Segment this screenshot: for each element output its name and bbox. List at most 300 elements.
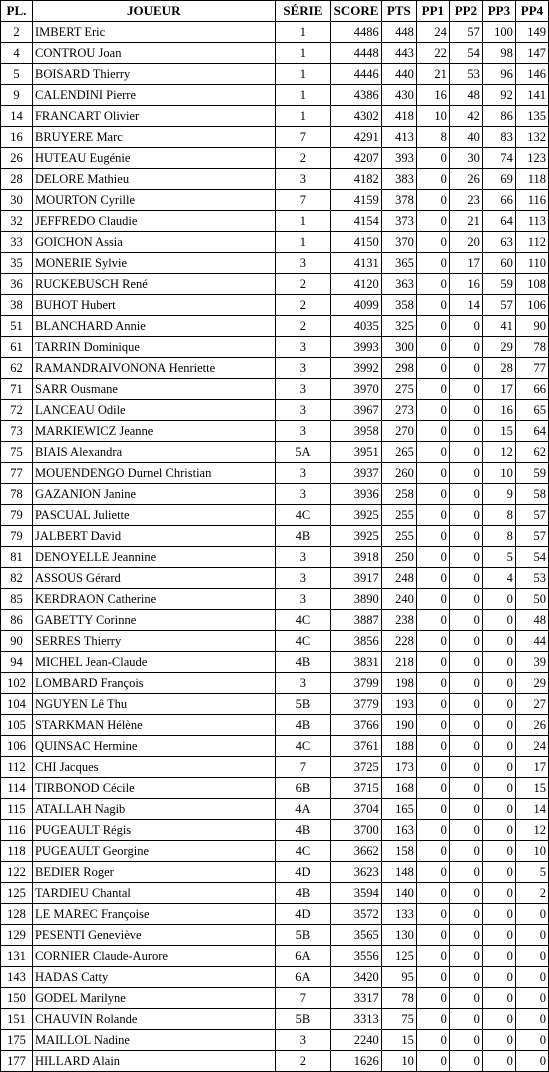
table-row — [1, 1009, 549, 1030]
cell-score: 3925 — [331, 526, 382, 547]
cell-pp2: 0 — [449, 484, 482, 505]
table-row — [1, 610, 549, 631]
cell-pp2: 0 — [449, 547, 482, 568]
cell-pp1: 24 — [416, 22, 449, 43]
cell-pp1: 0 — [416, 862, 449, 883]
cell-pp4: 149 — [515, 22, 548, 43]
cell-score: 4150 — [331, 232, 382, 253]
cell-serie: 5B — [275, 925, 331, 946]
cell-rank: 61 — [1, 337, 33, 358]
cell-pp2: 0 — [449, 694, 482, 715]
cell-pp3: 12 — [482, 442, 515, 463]
cell-pp2: 0 — [449, 652, 482, 673]
cell-pp4: 123 — [515, 148, 548, 169]
cell-pp3: 69 — [482, 169, 515, 190]
cell-pp3: 59 — [482, 274, 515, 295]
cell-rank: 33 — [1, 232, 33, 253]
cell-pp3: 0 — [482, 778, 515, 799]
cell-pp2: 0 — [449, 820, 482, 841]
cell-player: HILLARD Alain — [32, 1051, 275, 1072]
cell-rank: 106 — [1, 736, 33, 757]
cell-pp4: 26 — [515, 715, 548, 736]
cell-player: PUGEAULT Régis — [32, 820, 275, 841]
cell-pts: 440 — [381, 64, 416, 85]
cell-pts: 443 — [381, 43, 416, 64]
cell-pp1: 0 — [416, 988, 449, 1009]
table-row — [1, 379, 549, 400]
cell-rank: 150 — [1, 988, 33, 1009]
cell-pts: 165 — [381, 799, 416, 820]
cell-score: 3779 — [331, 694, 382, 715]
cell-pts: 260 — [381, 463, 416, 484]
cell-score: 3623 — [331, 862, 382, 883]
cell-serie: 5B — [275, 694, 331, 715]
cell-pts: 190 — [381, 715, 416, 736]
cell-pp3: 28 — [482, 358, 515, 379]
cell-pts: 365 — [381, 253, 416, 274]
table-row — [1, 127, 549, 148]
cell-serie: 4B — [275, 883, 331, 904]
cell-pp3: 29 — [482, 337, 515, 358]
cell-rank: 104 — [1, 694, 33, 715]
cell-rank: 4 — [1, 43, 33, 64]
cell-player: BIAIS Alexandra — [32, 442, 275, 463]
header-pp4: PP4 — [515, 1, 548, 22]
cell-pts: 193 — [381, 694, 416, 715]
cell-serie: 4D — [275, 862, 331, 883]
cell-serie: 2 — [275, 1051, 331, 1072]
cell-serie: 4B — [275, 715, 331, 736]
cell-pp4: 2 — [515, 883, 548, 904]
cell-rank: 5 — [1, 64, 33, 85]
cell-pp1: 0 — [416, 505, 449, 526]
cell-rank: 115 — [1, 799, 33, 820]
cell-score: 4302 — [331, 106, 382, 127]
cell-pp2: 0 — [449, 988, 482, 1009]
table-row — [1, 547, 549, 568]
cell-player: GOICHON Assia — [32, 232, 275, 253]
cell-pp4: 135 — [515, 106, 548, 127]
cell-pp3: 83 — [482, 127, 515, 148]
cell-score: 3831 — [331, 652, 382, 673]
cell-rank: 28 — [1, 169, 33, 190]
cell-pp2: 53 — [449, 64, 482, 85]
cell-serie: 7 — [275, 988, 331, 1009]
cell-serie: 7 — [275, 757, 331, 778]
cell-pts: 270 — [381, 421, 416, 442]
cell-pts: 373 — [381, 211, 416, 232]
cell-serie: 4B — [275, 820, 331, 841]
cell-pp2: 0 — [449, 862, 482, 883]
cell-pp3: 8 — [482, 526, 515, 547]
cell-pp1: 0 — [416, 316, 449, 337]
cell-pp2: 0 — [449, 883, 482, 904]
cell-score: 3725 — [331, 757, 382, 778]
cell-pts: 250 — [381, 547, 416, 568]
cell-pp3: 0 — [482, 925, 515, 946]
cell-rank: 77 — [1, 463, 33, 484]
cell-player: CALENDINI Pierre — [32, 85, 275, 106]
table-row — [1, 694, 549, 715]
cell-pts: 413 — [381, 127, 416, 148]
cell-pp3: 0 — [482, 820, 515, 841]
cell-pts: 240 — [381, 589, 416, 610]
cell-player: ATALLAH Nagib — [32, 799, 275, 820]
cell-player: MAILLOL Nadine — [32, 1030, 275, 1051]
cell-pp4: 77 — [515, 358, 548, 379]
cell-score: 3970 — [331, 379, 382, 400]
cell-rank: 14 — [1, 106, 33, 127]
cell-serie: 1 — [275, 64, 331, 85]
cell-pp4: 66 — [515, 379, 548, 400]
table-row — [1, 568, 549, 589]
cell-serie: 2 — [275, 295, 331, 316]
cell-serie: 4C — [275, 736, 331, 757]
cell-pp4: 112 — [515, 232, 548, 253]
cell-serie: 6B — [275, 778, 331, 799]
cell-pp2: 30 — [449, 148, 482, 169]
cell-pp1: 0 — [416, 274, 449, 295]
cell-pts: 358 — [381, 295, 416, 316]
cell-pp2: 0 — [449, 568, 482, 589]
table-row — [1, 841, 549, 862]
table-row — [1, 337, 549, 358]
cell-serie: 2 — [275, 316, 331, 337]
cell-rank: 72 — [1, 400, 33, 421]
table-row — [1, 778, 549, 799]
cell-rank: 105 — [1, 715, 33, 736]
cell-serie: 3 — [275, 337, 331, 358]
cell-score: 4207 — [331, 148, 382, 169]
table-row — [1, 967, 549, 988]
cell-serie: 7 — [275, 127, 331, 148]
table-row — [1, 925, 549, 946]
table-row — [1, 43, 549, 64]
cell-pp4: 39 — [515, 652, 548, 673]
cell-pp4: 58 — [515, 484, 548, 505]
cell-pp3: 86 — [482, 106, 515, 127]
cell-score: 3766 — [331, 715, 382, 736]
cell-pp1: 0 — [416, 967, 449, 988]
cell-score: 3951 — [331, 442, 382, 463]
table-row — [1, 169, 549, 190]
header-pts: PTS — [381, 1, 416, 22]
cell-score: 3890 — [331, 589, 382, 610]
cell-pp1: 0 — [416, 169, 449, 190]
cell-pp1: 0 — [416, 379, 449, 400]
cell-score: 4386 — [331, 85, 382, 106]
table-row — [1, 421, 549, 442]
cell-rank: 112 — [1, 757, 33, 778]
cell-pp3: 41 — [482, 316, 515, 337]
cell-player: DELORE Mathieu — [32, 169, 275, 190]
cell-pp2: 0 — [449, 757, 482, 778]
table-row — [1, 946, 549, 967]
cell-rank: 81 — [1, 547, 33, 568]
cell-pts: 168 — [381, 778, 416, 799]
cell-pp1: 0 — [416, 673, 449, 694]
cell-pp1: 0 — [416, 589, 449, 610]
cell-rank: 151 — [1, 1009, 33, 1030]
table-row — [1, 799, 549, 820]
cell-pts: 298 — [381, 358, 416, 379]
table-row — [1, 862, 549, 883]
table-row — [1, 295, 549, 316]
cell-player: QUINSAC Hermine — [32, 736, 275, 757]
cell-serie: 5B — [275, 1009, 331, 1030]
table-row — [1, 106, 549, 127]
cell-player: BOISARD Thierry — [32, 64, 275, 85]
cell-pp3: 100 — [482, 22, 515, 43]
cell-score: 3917 — [331, 568, 382, 589]
cell-player: CORNIER Claude-Aurore — [32, 946, 275, 967]
cell-rank: 51 — [1, 316, 33, 337]
cell-score: 3937 — [331, 463, 382, 484]
cell-pts: 158 — [381, 841, 416, 862]
table-row — [1, 820, 549, 841]
cell-serie: 4B — [275, 652, 331, 673]
cell-player: MONERIE Sylvie — [32, 253, 275, 274]
cell-pts: 275 — [381, 379, 416, 400]
cell-pts: 255 — [381, 526, 416, 547]
cell-player: GODEL Marilyne — [32, 988, 275, 1009]
cell-serie: 4C — [275, 841, 331, 862]
cell-serie: 4C — [275, 631, 331, 652]
cell-pp2: 0 — [449, 904, 482, 925]
cell-rank: 30 — [1, 190, 33, 211]
cell-serie: 4C — [275, 505, 331, 526]
cell-pp1: 0 — [416, 799, 449, 820]
cell-player: PESENTI Geneviève — [32, 925, 275, 946]
table-row — [1, 505, 549, 526]
cell-pp1: 0 — [416, 610, 449, 631]
header-pp1: PP1 — [416, 1, 449, 22]
cell-pp2: 21 — [449, 211, 482, 232]
cell-rank: 79 — [1, 505, 33, 526]
table-row — [1, 148, 549, 169]
cell-pp2: 0 — [449, 421, 482, 442]
cell-pp2: 0 — [449, 358, 482, 379]
cell-serie: 3 — [275, 421, 331, 442]
cell-rank: 116 — [1, 820, 33, 841]
cell-serie: 4D — [275, 904, 331, 925]
cell-player: TIRBONOD Cécile — [32, 778, 275, 799]
cell-pts: 188 — [381, 736, 416, 757]
cell-score: 3799 — [331, 673, 382, 694]
cell-pp4: 5 — [515, 862, 548, 883]
cell-pts: 218 — [381, 652, 416, 673]
cell-player: PASCUAL Juliette — [32, 505, 275, 526]
cell-pts: 265 — [381, 442, 416, 463]
table-row — [1, 1051, 549, 1072]
cell-pp3: 0 — [482, 862, 515, 883]
cell-pp2: 40 — [449, 127, 482, 148]
cell-pts: 238 — [381, 610, 416, 631]
cell-serie: 1 — [275, 106, 331, 127]
cell-pp3: 0 — [482, 988, 515, 1009]
cell-score: 3967 — [331, 400, 382, 421]
cell-pp3: 0 — [482, 610, 515, 631]
cell-score: 3992 — [331, 358, 382, 379]
table-row — [1, 526, 549, 547]
cell-pts: 363 — [381, 274, 416, 295]
cell-pp4: 0 — [515, 1030, 548, 1051]
cell-pp1: 0 — [416, 400, 449, 421]
cell-pp2: 0 — [449, 925, 482, 946]
cell-pp3: 98 — [482, 43, 515, 64]
cell-serie: 3 — [275, 484, 331, 505]
cell-score: 3420 — [331, 967, 382, 988]
cell-pts: 130 — [381, 925, 416, 946]
cell-pts: 370 — [381, 232, 416, 253]
cell-pp1: 0 — [416, 295, 449, 316]
table-row — [1, 652, 549, 673]
cell-pp3: 16 — [482, 400, 515, 421]
cell-pp3: 64 — [482, 211, 515, 232]
cell-pp3: 0 — [482, 694, 515, 715]
cell-rank: 143 — [1, 967, 33, 988]
table-row — [1, 85, 549, 106]
cell-pp2: 23 — [449, 190, 482, 211]
cell-player: RUCKEBUSCH René — [32, 274, 275, 295]
cell-player: TARRIN Dominique — [32, 337, 275, 358]
cell-score: 4035 — [331, 316, 382, 337]
cell-score: 3313 — [331, 1009, 382, 1030]
cell-serie: 4A — [275, 799, 331, 820]
cell-pp1: 0 — [416, 904, 449, 925]
cell-pp1: 10 — [416, 106, 449, 127]
cell-pp2: 0 — [449, 841, 482, 862]
cell-pp4: 147 — [515, 43, 548, 64]
table-row — [1, 232, 549, 253]
cell-rank: 2 — [1, 22, 33, 43]
cell-pp1: 0 — [416, 358, 449, 379]
cell-score: 4182 — [331, 169, 382, 190]
cell-score: 3662 — [331, 841, 382, 862]
cell-player: BLANCHARD Annie — [32, 316, 275, 337]
cell-pp4: 53 — [515, 568, 548, 589]
cell-rank: 131 — [1, 946, 33, 967]
cell-pp1: 0 — [416, 148, 449, 169]
cell-player: SARR Ousmane — [32, 379, 275, 400]
cell-serie: 7 — [275, 190, 331, 211]
table-row — [1, 988, 549, 1009]
cell-score: 4159 — [331, 190, 382, 211]
cell-pp2: 0 — [449, 442, 482, 463]
cell-pp1: 0 — [416, 883, 449, 904]
cell-pp4: 141 — [515, 85, 548, 106]
cell-pp4: 50 — [515, 589, 548, 610]
cell-pp3: 0 — [482, 841, 515, 862]
cell-serie: 1 — [275, 43, 331, 64]
cell-player: KERDRAON Catherine — [32, 589, 275, 610]
header-pl: PL. — [1, 1, 33, 22]
cell-pts: 378 — [381, 190, 416, 211]
cell-pp2: 0 — [449, 715, 482, 736]
cell-pp1: 0 — [416, 442, 449, 463]
cell-player: STARKMAN Hélène — [32, 715, 275, 736]
cell-serie: 1 — [275, 211, 331, 232]
cell-pp1: 0 — [416, 778, 449, 799]
cell-pts: 75 — [381, 1009, 416, 1030]
cell-player: HUTEAU Eugénie — [32, 148, 275, 169]
cell-pp4: 0 — [515, 946, 548, 967]
cell-pts: 430 — [381, 85, 416, 106]
cell-rank: 114 — [1, 778, 33, 799]
cell-pp2: 0 — [449, 400, 482, 421]
cell-serie: 3 — [275, 673, 331, 694]
cell-pp1: 0 — [416, 757, 449, 778]
cell-pp1: 0 — [416, 211, 449, 232]
table-row — [1, 358, 549, 379]
cell-pp3: 5 — [482, 547, 515, 568]
table-row — [1, 631, 549, 652]
cell-pp2: 0 — [449, 736, 482, 757]
cell-pp2: 0 — [449, 1009, 482, 1030]
cell-pp3: 0 — [482, 1009, 515, 1030]
cell-pp1: 0 — [416, 232, 449, 253]
cell-serie: 3 — [275, 547, 331, 568]
cell-pp3: 0 — [482, 883, 515, 904]
cell-pts: 163 — [381, 820, 416, 841]
table-row — [1, 715, 549, 736]
cell-pp4: 44 — [515, 631, 548, 652]
cell-rank: 32 — [1, 211, 33, 232]
cell-score: 4291 — [331, 127, 382, 148]
cell-pp1: 0 — [416, 568, 449, 589]
cell-pp4: 15 — [515, 778, 548, 799]
cell-pts: 15 — [381, 1030, 416, 1051]
cell-pp4: 65 — [515, 400, 548, 421]
cell-rank: 175 — [1, 1030, 33, 1051]
cell-pp4: 64 — [515, 421, 548, 442]
cell-pp3: 0 — [482, 673, 515, 694]
cell-player: HADAS Catty — [32, 967, 275, 988]
table-row — [1, 253, 549, 274]
cell-pp3: 0 — [482, 736, 515, 757]
cell-player: SERRES Thierry — [32, 631, 275, 652]
cell-pp1: 0 — [416, 652, 449, 673]
cell-pp2: 0 — [449, 463, 482, 484]
cell-pp1: 0 — [416, 1009, 449, 1030]
cell-serie: 6A — [275, 967, 331, 988]
cell-pp2: 57 — [449, 22, 482, 43]
cell-pp2: 0 — [449, 631, 482, 652]
cell-pp1: 0 — [416, 694, 449, 715]
cell-pp2: 0 — [449, 946, 482, 967]
cell-player: NGUYEN Lê Thu — [32, 694, 275, 715]
cell-rank: 62 — [1, 358, 33, 379]
cell-player: MOURTON Cyrille — [32, 190, 275, 211]
table-row — [1, 589, 549, 610]
cell-rank: 38 — [1, 295, 33, 316]
cell-player: MOUENDENGO Durnel Christian — [32, 463, 275, 484]
cell-pp4: 106 — [515, 295, 548, 316]
cell-pts: 228 — [381, 631, 416, 652]
table-row — [1, 463, 549, 484]
cell-pp4: 0 — [515, 1051, 548, 1072]
cell-rank: 177 — [1, 1051, 33, 1072]
cell-score: 3993 — [331, 337, 382, 358]
cell-score: 1626 — [331, 1051, 382, 1072]
results-body — [1, 22, 549, 1072]
cell-pp4: 17 — [515, 757, 548, 778]
cell-pp4: 10 — [515, 841, 548, 862]
cell-pp2: 0 — [449, 526, 482, 547]
cell-pp3: 63 — [482, 232, 515, 253]
cell-pp1: 0 — [416, 484, 449, 505]
cell-pp4: 57 — [515, 526, 548, 547]
